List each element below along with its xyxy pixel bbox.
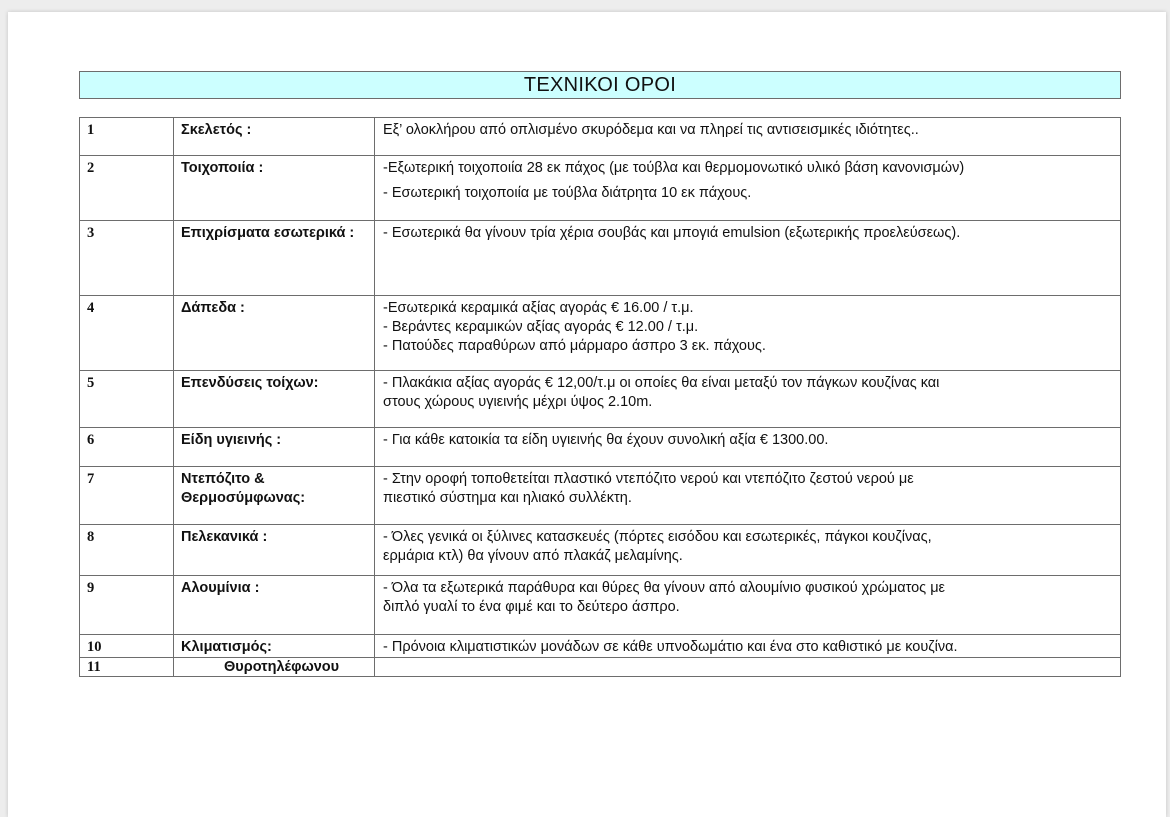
table-row <box>80 221 1121 296</box>
row-label: Δάπεδα : <box>174 296 375 371</box>
description-line: -Εξωτερική τοιχοποιία 28 εκ πάχος (με τούβλα και θερμομονωτικό υλικό βάση κανονισμών) <box>383 160 965 176</box>
description-line: -Εσωτερικά κεραμικά αξίας αγοράς € 16.00 / τ.μ. <box>383 300 694 316</box>
description-line: - Πλακάκια αξίας αγοράς € 12,00/τ.μ οι οποίες θα είναι μεταξύ τον πάγκων κουζίνας και <box>383 375 940 391</box>
description-line: - Για κάθε κατοικία τα είδη υγιεινής θα έχουν συνολική αξία € 1300.00. <box>383 432 829 448</box>
description-line: - Όλες γενικά οι ξύλινες κατασκευές (πόρτες εισόδου και εσωτερικές, πάγκοι κουζίνας, <box>383 529 932 545</box>
description-line: ερμάρια κτλ) θα γίνουν από πλακάζ μελαμίνης. <box>383 548 683 564</box>
description-line: - Εσωτερικά θα γίνουν τρία χέρια σουβάς και μπογιά emulsion (εξωτερικής προελεύσεως). <box>383 225 961 241</box>
table-row <box>80 371 1121 428</box>
row-number: 3 <box>80 221 174 296</box>
description-line: - Πρόνοια κλιματιστικών μονάδων σε κάθε υπνοδωμάτιο και ένα στο καθιστικό με κουζίνα. <box>383 639 958 655</box>
row-label: Αλουμίνια : <box>174 576 375 635</box>
row-description <box>375 296 1121 371</box>
table-row <box>80 658 1121 677</box>
description-line: διπλό γυαλί το ένα φιμέ και το δεύτερο άσπρο. <box>383 599 680 615</box>
row-description <box>375 371 1121 428</box>
table-row <box>80 156 1121 221</box>
description-line: Εξ’ ολοκλήρου από οπλισμένο σκυρόδεμα και να πληρεί τις αντισεισμικές ιδιότητες.. <box>383 122 919 138</box>
row-label: Πελεκανικά : <box>174 525 375 576</box>
row-description <box>375 658 1121 677</box>
row-number: 5 <box>80 371 174 428</box>
row-label: Ντεπόζιτο & Θερμοσύμφωνας: <box>174 467 375 525</box>
row-description <box>375 576 1121 635</box>
row-number: 4 <box>80 296 174 371</box>
row-label: Κλιματισμός: <box>174 635 375 658</box>
description-line: - Πατούδες παραθύρων από μάρμαρο άσπρο 3 εκ. πάχους. <box>383 338 766 354</box>
description-line: - Όλα τα εξωτερικά παράθυρα και θύρες θα γίνουν από αλουμίνιο φυσικού χρώματος με <box>383 580 946 596</box>
table-row <box>80 576 1121 635</box>
table-row <box>80 467 1121 525</box>
table-row <box>80 118 1121 156</box>
page-title: ΤΕΧΝΙΚΟΙ ΟΡΟΙ <box>79 71 1121 99</box>
description-line: στους χώρους υγιεινής μέχρι ύψος 2.10m. <box>383 394 653 410</box>
row-label: Σκελετός : <box>174 118 375 156</box>
row-number: 6 <box>80 428 174 467</box>
row-description <box>375 525 1121 576</box>
row-description <box>375 467 1121 525</box>
row-number: 11 <box>80 658 174 677</box>
terms-table <box>79 117 1121 677</box>
row-label: Είδη υγιεινής : <box>174 428 375 467</box>
table-row <box>80 428 1121 467</box>
table-row <box>80 635 1121 658</box>
description-line: πιεστικό σύστημα και ηλιακό συλλέκτη. <box>383 490 632 506</box>
row-number: 2 <box>80 156 174 221</box>
row-description <box>375 635 1121 658</box>
row-number: 8 <box>80 525 174 576</box>
row-description <box>375 428 1121 467</box>
row-label: Επενδύσεις τοίχων: <box>174 371 375 428</box>
row-label: Επιχρίσματα εσωτερικά : <box>174 221 375 296</box>
row-description <box>375 221 1121 296</box>
row-label: Θυροτηλέφωνου <box>174 658 375 677</box>
description-line: - Στην οροφή τοποθετείται πλαστικό ντεπόζιτο νερού και ντεπόζιτο ζεστού νερού με <box>383 471 914 487</box>
row-description <box>375 156 1121 221</box>
row-number: 9 <box>80 576 174 635</box>
table-row <box>80 525 1121 576</box>
row-label: Τοιχοποιία : <box>174 156 375 221</box>
description-line: - Βεράντες κεραμικών αξίας αγοράς € 12.00 / τ.μ. <box>383 319 699 335</box>
row-number: 7 <box>80 467 174 525</box>
row-description <box>375 118 1121 156</box>
description-line: - Εσωτερική τοιχοποιία με τούβλα διάτρητα 10 εκ πάχους. <box>383 185 752 201</box>
row-number: 1 <box>80 118 174 156</box>
document-page <box>8 12 1166 817</box>
row-number: 10 <box>80 635 174 658</box>
table-row <box>80 296 1121 371</box>
